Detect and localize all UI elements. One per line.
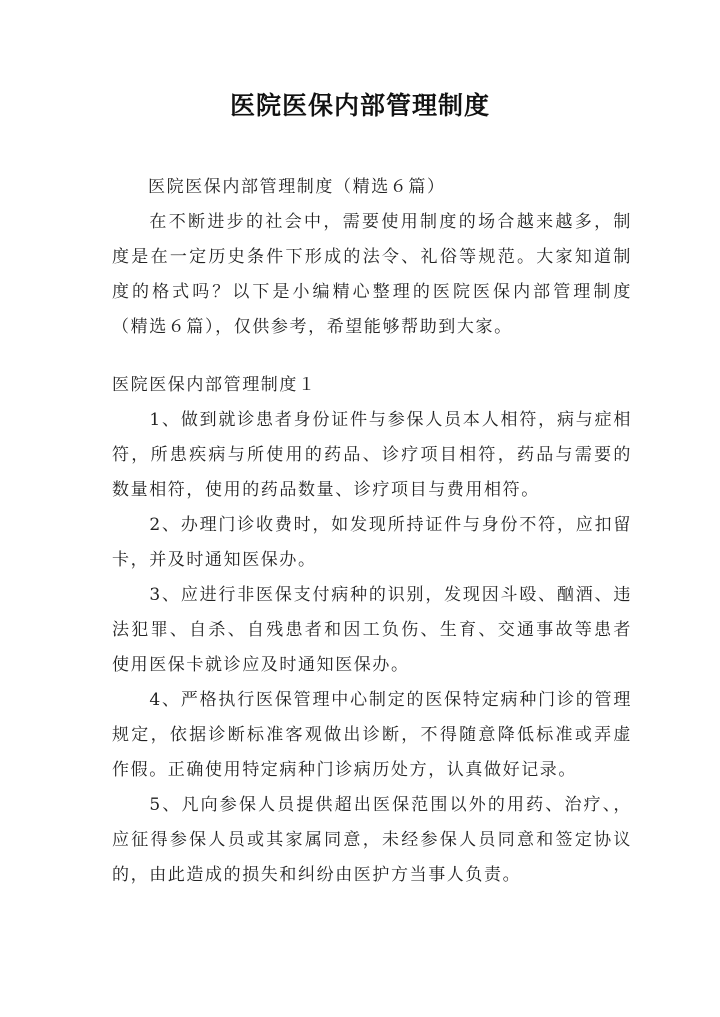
list-item: 2、办理门诊收费时，如发现所持证件与身份不符，应扣留卡，并及时通知医保办。 bbox=[112, 515, 632, 570]
intro-block bbox=[112, 205, 632, 345]
document-title: 医院医保内部管理制度 bbox=[229, 91, 490, 120]
list-item: 5、凡向参保人员提供超出医保范围以外的用药、治疗、，应征得参保人员或其家属同意，未经参保人员同意和签定协议的，由此造成的损失和纠纷由医护方当事人负责。 bbox=[112, 795, 632, 885]
section-heading: 医院医保内部管理制度１ bbox=[112, 375, 317, 395]
document-subtitle: 医院医保内部管理制度（精选６篇） bbox=[148, 177, 446, 197]
list-item: 4、严格执行医保管理中心制定的医保特定病种门诊的管理规定，依据诊断标准客观做出诊断，不得随意降低标准或弄虚作假。正确使用特定病种门诊病历处方，认真做好记录。 bbox=[112, 690, 632, 780]
list-item: 1、做到就诊患者身份证件与参保人员本人相符，病与症相符，所患疾病与所使用的药品、诊疗项目相符，药品与需要的数量相符，使用的药品数量、诊疗项目与费用相符。 bbox=[112, 410, 632, 500]
list-item: 3、应进行非医保支付病种的识别，发现因斗殴、酗酒、违法犯罪、自杀、自残患者和因工负伤、生育、交通事故等患者使用医保卡就诊应及时通知医保办。 bbox=[112, 585, 632, 675]
items-block bbox=[112, 403, 632, 893]
intro-paragraph: 在不断进步的社会中，需要使用制度的场合越来越多，制度是在一定历史条件下形成的法令、礼俗等规范。大家知道制度的格式吗？以下是小编精心整理的医院医保内部管理制度（精选６篇），仅供参考，希望能够帮助到大家。 bbox=[112, 212, 632, 337]
